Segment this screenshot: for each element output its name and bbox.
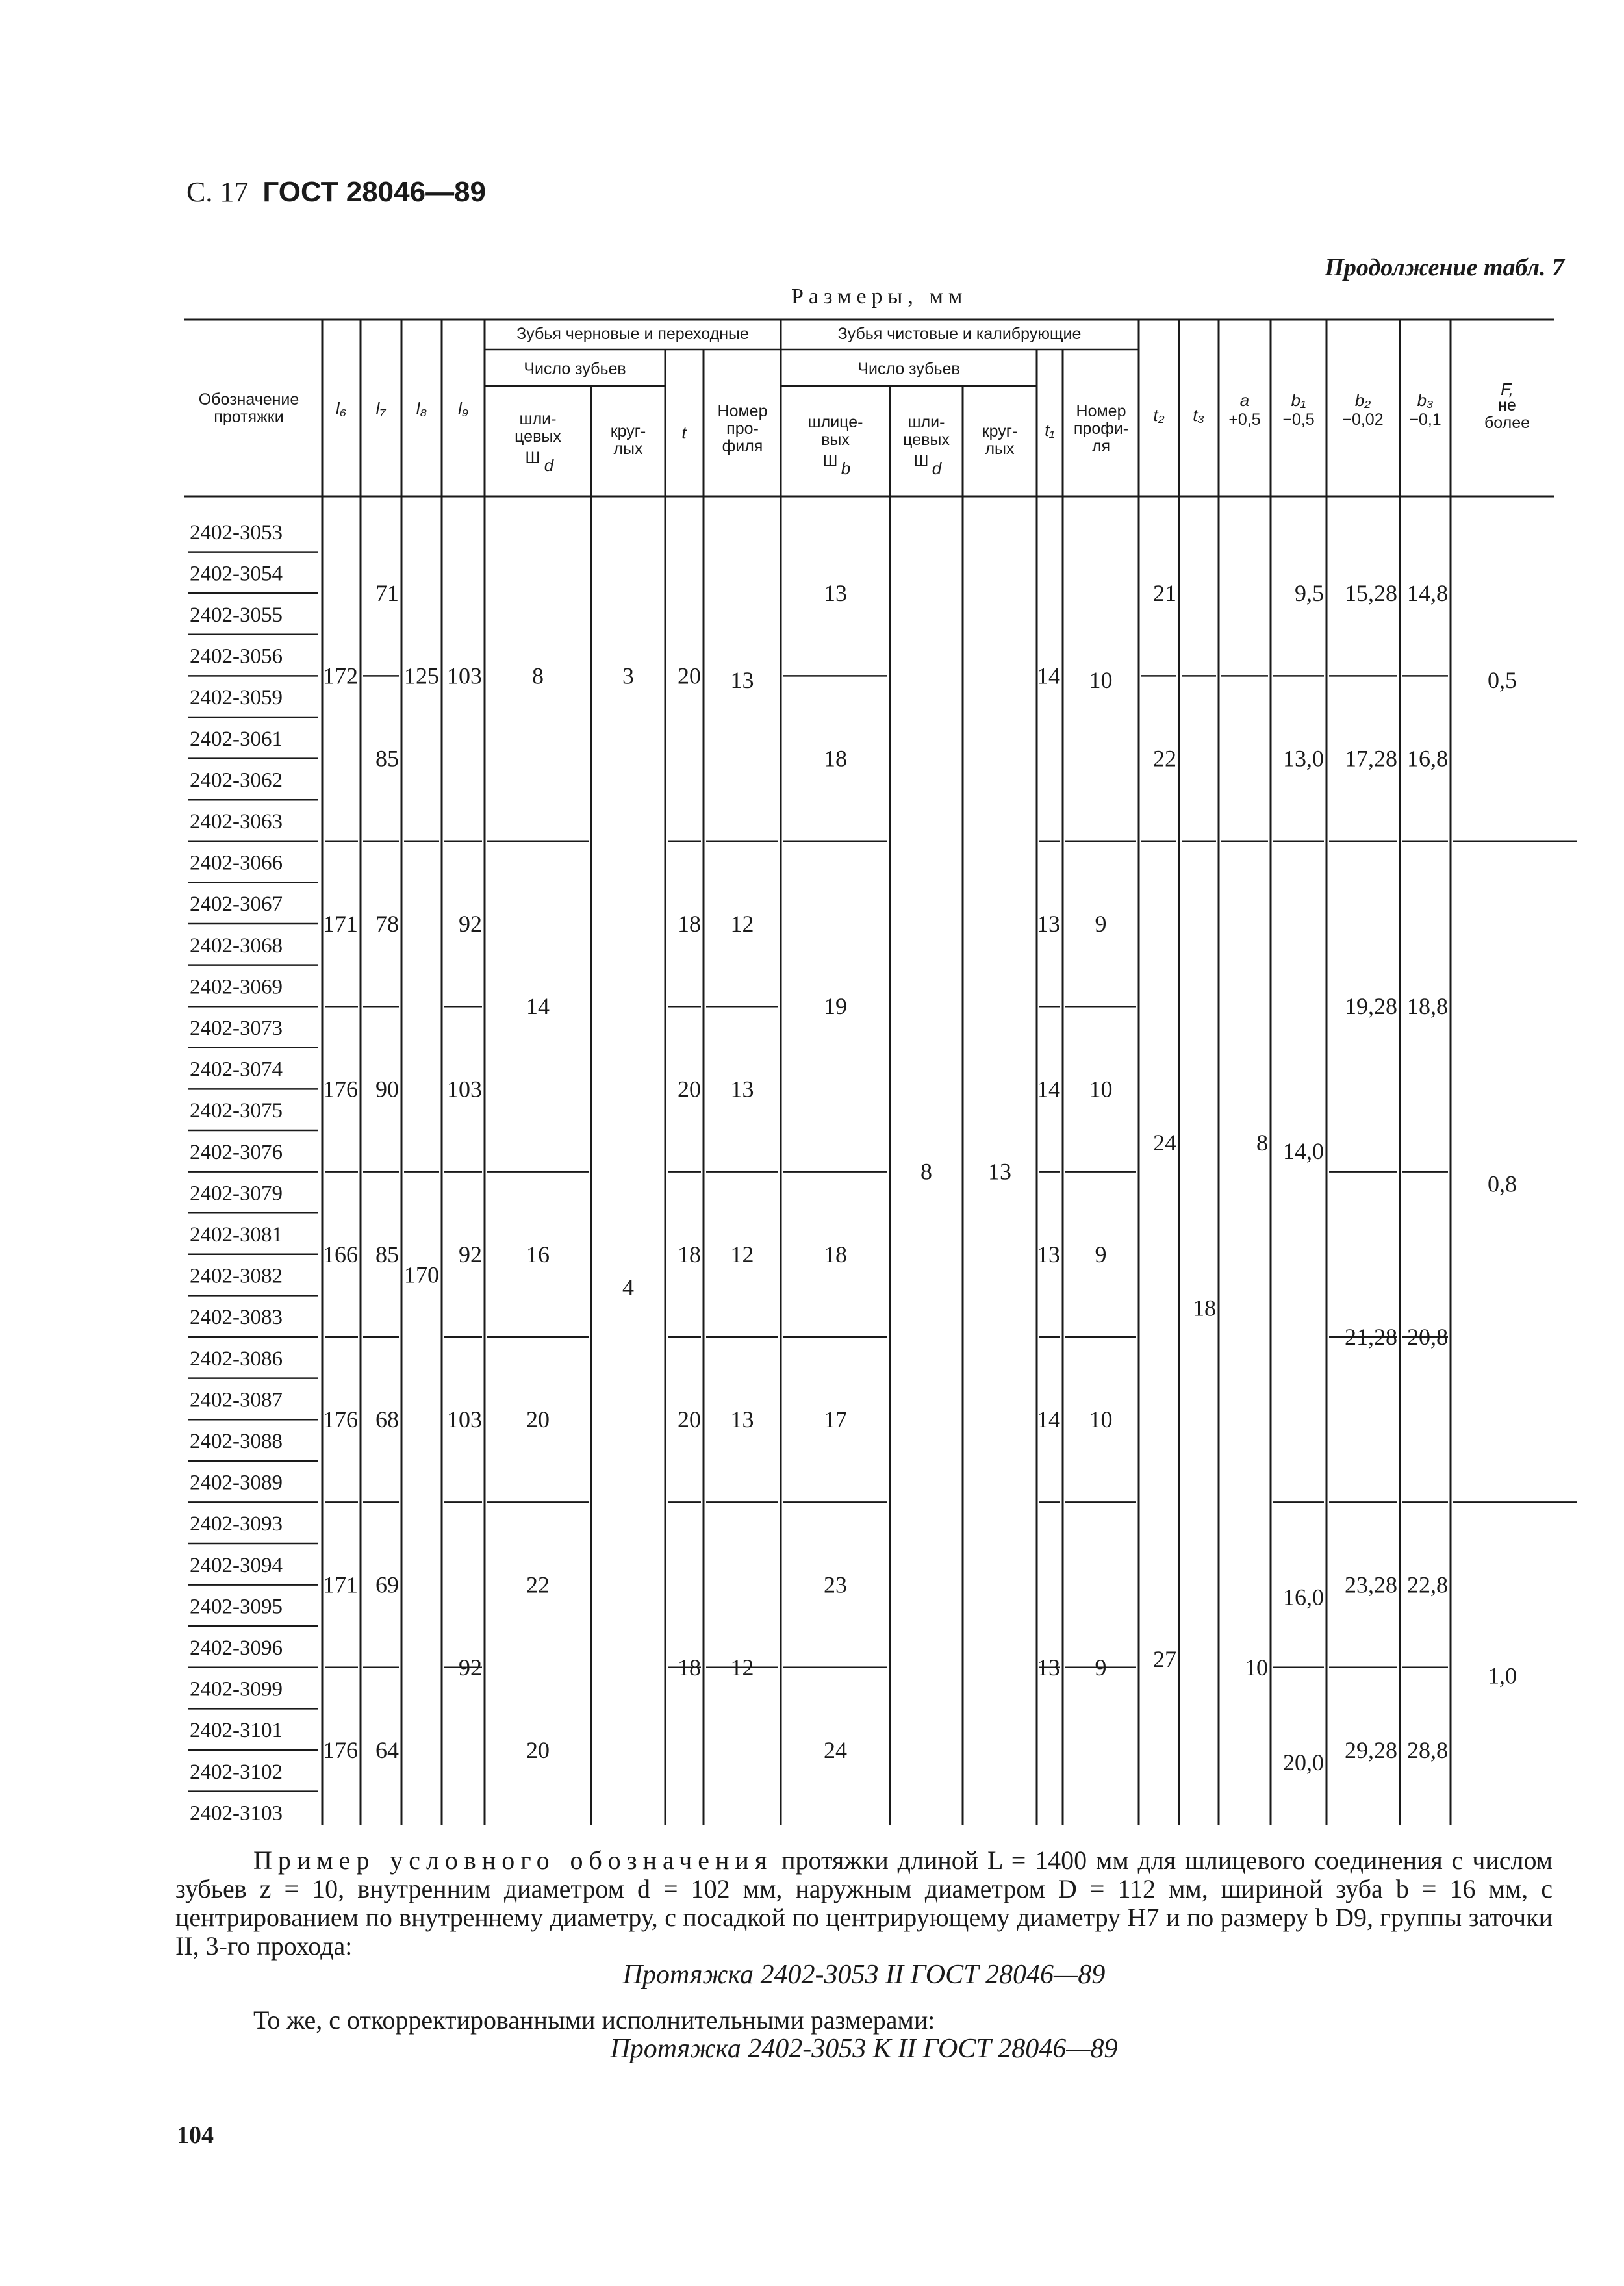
cell-l7: 64 [375, 1737, 399, 1763]
header-rough-round-1: круг- [610, 422, 646, 440]
designation-code: 2402-3076 [190, 1140, 283, 1164]
header-rough-spline-sub: d [544, 455, 554, 475]
header-designation-line2: протяжки [214, 408, 284, 426]
page-number-header: С. 17 [186, 176, 249, 208]
designation-code: 2402-3068 [190, 933, 283, 958]
cell-finish-t1: 13 [1037, 1241, 1060, 1267]
cell-l6: 171 [323, 1571, 358, 1598]
example-intro [175, 1846, 1553, 1961]
designation-code: 2402-3075 [190, 1099, 283, 1123]
header-rough-t: t [681, 423, 687, 442]
cell-finish-spline-d: 8 [920, 1158, 932, 1185]
cell-rough-profile: 12 [730, 1654, 754, 1681]
cell-b3: 28,8 [1407, 1737, 1448, 1763]
designation-code: 2402-3054 [190, 562, 283, 586]
cell-t2: 22 [1153, 745, 1176, 772]
header-rough-spline-2: цевых [514, 427, 561, 446]
header-rough-group: Зубья черновые и переходные [516, 325, 749, 343]
cell-rough-t: 18 [678, 911, 701, 937]
designation-code: 2402-3073 [190, 1017, 283, 1040]
cell-rough-round: 4 [622, 1274, 634, 1301]
cell-l6: 176 [323, 1406, 358, 1433]
cell-finish-t1: 14 [1037, 1406, 1060, 1433]
cell-rough-round: 3 [622, 663, 634, 689]
cell-rough-spline: 22 [526, 1571, 550, 1598]
header-finish-spline-d-2: цевых [903, 431, 950, 449]
cell-rough-spline: 8 [532, 663, 544, 689]
cell-finish-spline-b: 17 [824, 1406, 847, 1433]
cell-finish-profile: 9 [1095, 1654, 1107, 1681]
designation-code: 2402-3093 [190, 1512, 283, 1536]
cell-rough-t: 18 [678, 1654, 701, 1681]
cell-finish-t1: 13 [1037, 911, 1060, 937]
cell-rough-t: 20 [678, 663, 701, 689]
designation-code: 2402-3069 [190, 975, 283, 999]
header-finish-spline-b-1: шлице- [807, 413, 863, 431]
header-rough-count: Число зубьев [524, 360, 626, 378]
designation-code: 2402-3059 [190, 686, 283, 710]
header-F-note-2: более [1484, 414, 1530, 432]
cell-a: 10 [1245, 1654, 1268, 1681]
header-finish-spline-d-1: шли- [907, 413, 945, 431]
cell-rough-t: 20 [678, 1076, 701, 1102]
example-text: протяжки длиной L = 1400 мм для шлицевого соединения с числом зубьев z = 10, внутренним диаметром d = 102 мм, наружным диаметром D = 112 мм, шириной зуба b = 16 мм, с центрированием по внутреннему диаметру, с посадкой по центрирующему диаметру H7 и по размеру b D9, группы заточки II, 3-го прохода: [175, 1846, 1553, 1961]
designation-code: 2402-3055 [190, 603, 283, 627]
header-finish-profile-1: Номер [1076, 402, 1126, 420]
designation-code: 2402-3063 [190, 810, 283, 833]
cell-t2: 21 [1153, 580, 1176, 607]
designation-code: 2402-3088 [190, 1430, 283, 1453]
cell-l7: 69 [375, 1571, 399, 1598]
cell-finish-profile: 9 [1095, 911, 1107, 937]
cell-b1: 16,0 [1283, 1584, 1324, 1610]
header-finish-round-2: лых [985, 440, 1015, 458]
designation-code: 2402-3099 [190, 1677, 283, 1701]
cell-t3: 18 [1193, 1295, 1216, 1321]
cell-b1: 20,0 [1283, 1749, 1324, 1776]
designation-code: 2402-3067 [190, 893, 283, 917]
designation-code: 2402-3061 [190, 727, 283, 751]
header-b3-tol: −0,1 [1409, 411, 1441, 429]
standard-title: ГОСТ 28046—89 [262, 176, 487, 208]
example-lead: Пример условного обозначения [253, 1846, 773, 1875]
page-number: 104 [177, 2122, 214, 2149]
cell-rough-spline: 16 [526, 1241, 550, 1267]
cell-finish-t1: 14 [1037, 1076, 1060, 1102]
cell-b3: 22,8 [1407, 1571, 1448, 1598]
header-finish-spline-d-sub: d [932, 459, 942, 478]
cell-l9: 92 [459, 1241, 482, 1267]
cell-b3: 18,8 [1407, 993, 1448, 1020]
cell-l6: 176 [323, 1737, 358, 1763]
cell-l9: 92 [459, 1654, 482, 1681]
cell-finish-t1: 14 [1037, 663, 1060, 689]
cell-b2: 15,28 [1345, 580, 1397, 607]
cell-t2: 24 [1153, 1130, 1176, 1156]
header-l8: l₈ [416, 399, 427, 418]
cell-finish-profile: 10 [1089, 1406, 1113, 1433]
header-finish-group: Зубья чистовые и калибрующие [837, 325, 1082, 343]
cell-finish-t1: 13 [1037, 1654, 1060, 1681]
designation-code: 2402-3086 [190, 1347, 283, 1371]
column-rules [322, 320, 1451, 1825]
header-finish-t1: t₁ [1045, 420, 1055, 440]
header-l6: l₆ [335, 399, 347, 418]
designation-code: 2402-3087 [190, 1388, 283, 1412]
cell-finish-profile: 10 [1089, 1076, 1113, 1102]
cell-b1: 14,0 [1283, 1137, 1324, 1164]
cell-l9: 103 [447, 1076, 482, 1102]
cell-l7: 78 [375, 911, 399, 937]
cell-b3: 16,8 [1407, 745, 1448, 772]
header-finish-round-1: круг- [982, 422, 1018, 440]
cell-rough-spline: 20 [526, 1406, 550, 1433]
header-finish-spline-b-2: вых [821, 431, 850, 449]
header-t2: t₂ [1153, 405, 1165, 425]
cell-l8: 125 [404, 663, 439, 689]
cell-l7: 85 [375, 745, 399, 772]
cell-l6: 172 [323, 663, 358, 689]
header-b2: b₂ [1354, 390, 1371, 410]
header-a-tol: +0,5 [1228, 411, 1261, 429]
cell-b2: 21,28 [1345, 1324, 1397, 1350]
cell-b3: 20,8 [1407, 1324, 1448, 1350]
cell-l9: 103 [447, 1406, 482, 1433]
cell-finish-spline-b: 18 [824, 745, 847, 772]
header-finish-spline-d-3: Ш [913, 452, 929, 470]
cell-finish-spline-b: 23 [824, 1571, 847, 1598]
header-b1: b₁ [1291, 390, 1306, 410]
header-designation-line1: Обозначение [198, 390, 299, 409]
cell-F: 1,0 [1488, 1662, 1517, 1689]
cell-finish-spline-b: 18 [824, 1241, 847, 1267]
cell-F: 0,5 [1488, 667, 1517, 693]
cell-rough-profile: 12 [730, 911, 754, 937]
header-b2-tol: −0,02 [1342, 411, 1384, 429]
cell-finish-spline-b: 13 [824, 580, 847, 607]
cell-l8: 170 [404, 1262, 439, 1288]
cell-a: 8 [1256, 1130, 1268, 1156]
cell-F: 0,8 [1488, 1171, 1517, 1197]
designation-code: 2402-3062 [190, 768, 283, 793]
header-F-note-1: не [1498, 396, 1516, 414]
cell-l6: 171 [323, 911, 358, 937]
example-designation-1: Протяжка 2402-3053 II ГОСТ 28046—89 [622, 1960, 1106, 1990]
cell-rough-spline: 20 [526, 1737, 550, 1763]
designation-code: 2402-3102 [190, 1760, 283, 1784]
header-rough-spline-3: Ш [525, 449, 540, 467]
cell-rough-profile: 13 [730, 1406, 754, 1433]
designation-code: 2402-3101 [190, 1719, 283, 1743]
designation-code: 2402-3053 [190, 520, 283, 544]
designation-code: 2402-3095 [190, 1595, 283, 1619]
header-l9: l₉ [457, 399, 469, 418]
example-block [175, 1846, 1553, 2063]
designation-code: 2402-3089 [190, 1471, 283, 1495]
cell-finish-profile: 10 [1089, 667, 1113, 693]
cell-b1: 13,0 [1283, 745, 1324, 772]
cell-b2: 19,28 [1345, 993, 1397, 1020]
cell-l9: 92 [459, 911, 482, 937]
cell-t2: 27 [1153, 1646, 1176, 1673]
cell-rough-t: 18 [678, 1241, 701, 1267]
cell-rough-spline: 14 [526, 993, 550, 1020]
cell-rough-t: 20 [678, 1406, 701, 1433]
row-dividers [325, 676, 1577, 1667]
header-rough-profile-1: Номер [717, 402, 768, 420]
table-values [323, 580, 1517, 1775]
example-designation-2: Протяжка 2402-3053 К II ГОСТ 28046—89 [610, 2034, 1118, 2064]
designation-code: 2402-3066 [190, 851, 283, 875]
designation-code: 2402-3083 [190, 1306, 283, 1330]
header-finish-count: Число зубьев [857, 360, 960, 378]
header-rough-profile-2: про- [726, 420, 759, 438]
same-with-corrected: То же, с откорректированными исполнительными размерами: [253, 2005, 935, 2035]
cell-l7: 71 [375, 580, 399, 607]
cell-finish-profile: 9 [1095, 1241, 1107, 1267]
cell-b2: 23,28 [1345, 1571, 1397, 1598]
designation-code: 2402-3082 [190, 1264, 283, 1288]
cell-l7: 68 [375, 1406, 399, 1433]
header-a: a [1239, 390, 1250, 410]
header-finish-spline-b-3: Ш [822, 452, 838, 470]
cell-l7: 90 [375, 1076, 399, 1102]
header-b1-tol: −0,5 [1282, 411, 1315, 429]
cell-rough-profile: 13 [730, 1076, 754, 1102]
header-l7: l₇ [375, 399, 386, 418]
cell-b1: 9,5 [1295, 580, 1324, 607]
cell-finish-round: 13 [988, 1158, 1011, 1185]
header-finish-profile-3: ля [1091, 437, 1111, 455]
cell-rough-profile: 12 [730, 1241, 754, 1267]
cell-b2: 17,28 [1345, 745, 1397, 772]
designation-code: 2402-3056 [190, 644, 283, 668]
cell-l9: 103 [447, 663, 482, 689]
cell-b2: 29,28 [1345, 1737, 1397, 1763]
designation-code: 2402-3096 [190, 1636, 283, 1660]
header-rough-spline-1: шли- [519, 410, 557, 428]
designation-code: 2402-3079 [190, 1182, 283, 1206]
designation-column [188, 521, 318, 1825]
dimensions-caption: Размеры, мм [791, 285, 968, 309]
cell-l6: 176 [323, 1076, 358, 1102]
cell-rough-profile: 13 [730, 667, 754, 693]
cell-b3: 14,8 [1407, 580, 1448, 607]
header-rough-profile-3: филя [722, 437, 763, 455]
designation-code: 2402-3081 [190, 1223, 283, 1247]
header-finish-spline-b-sub: b [841, 459, 851, 478]
cell-l7: 85 [375, 1241, 399, 1267]
designation-code: 2402-3094 [190, 1553, 283, 1577]
cell-finish-spline-b: 19 [824, 993, 847, 1020]
designation-code: 2402-3103 [190, 1801, 283, 1825]
designation-code: 2402-3074 [190, 1058, 283, 1082]
header-F: F, [1501, 379, 1514, 399]
header-b3: b₃ [1417, 390, 1434, 410]
header-rough-round-2: лых [613, 440, 643, 458]
header-finish-profile-2: профи- [1073, 420, 1129, 438]
column-headers [199, 325, 1530, 478]
header-t3: t₃ [1193, 405, 1204, 425]
cell-l6: 166 [323, 1241, 358, 1267]
cell-finish-spline-b: 24 [824, 1737, 847, 1763]
table-continuation-label: Продолжение табл. 7 [1325, 254, 1564, 281]
